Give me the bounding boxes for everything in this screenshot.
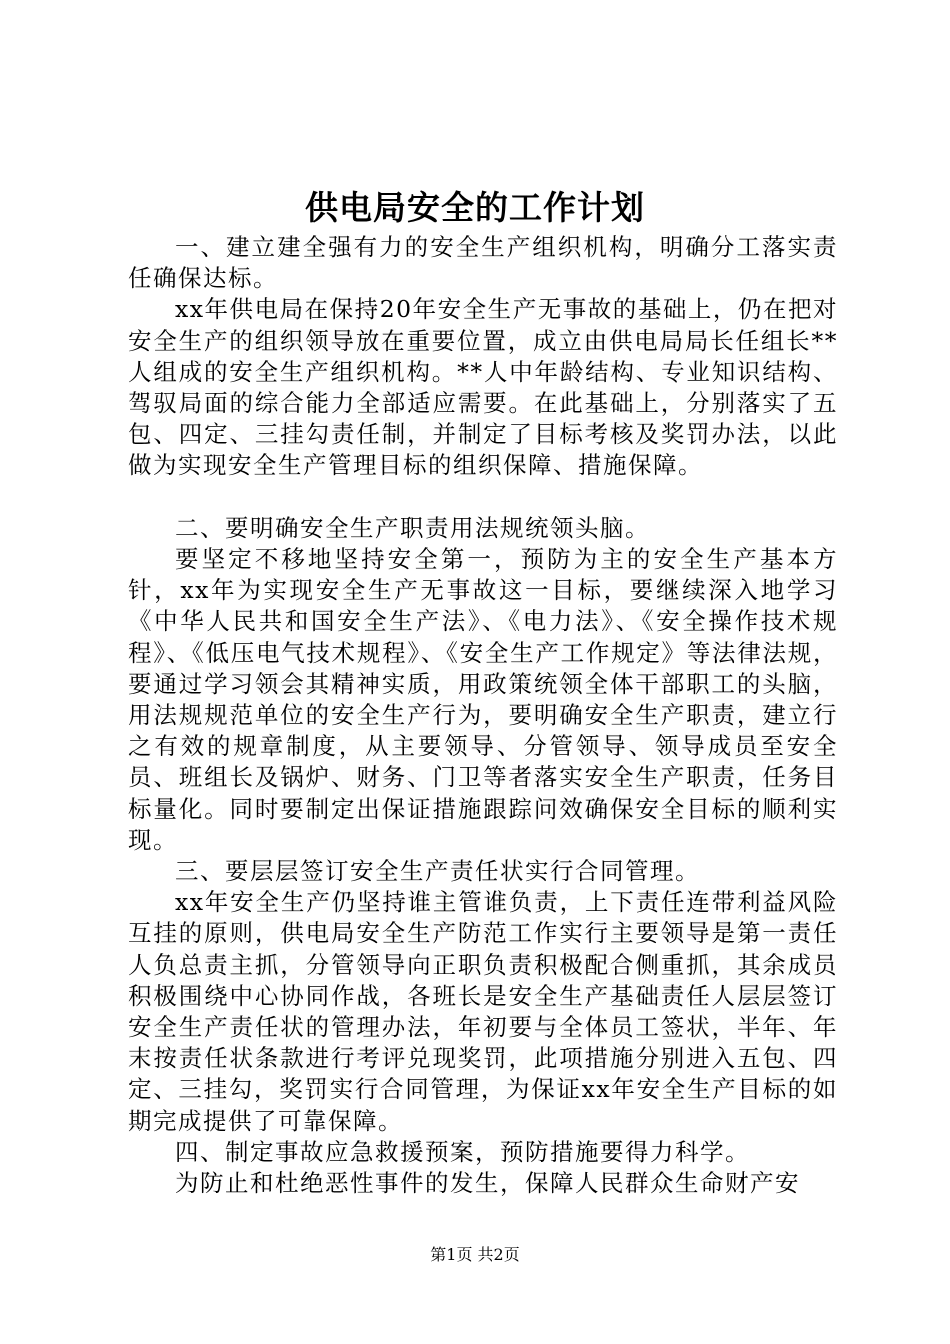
page-footer: 第1页 共2页	[430, 1245, 520, 1264]
document-title: 供电局安全的工作计划	[305, 188, 645, 227]
paragraph-body-3: xx年安全生产仍坚持谁主管谁负责，上下责任连带利益风险互挂的原则，供电局安全生产防范工作实行主要领导是第一责任人负总责主抓，分管领导向正职负责积极配合侧重抓，其余成员积极围绕中心协同作战，各班长是安全生产基础责任人层层签订安全生产责任状的管理办法，年初要与全体员工签状，半年、年末按责任状条款进行考评兑现奖罚，此项措施分别进入五包、四定、三挂勾，奖罚实行合同管理，为保证xx年安全生产目标的如期完成提供了可靠保障。	[128, 888, 838, 1135]
paragraph-heading-1: 一、建立建全强有力的安全生产组织机构，明确分工落实责任确保达标。	[128, 233, 838, 293]
paragraph-heading-2: 二、要明确安全生产职责用法规统领头脑。	[175, 513, 650, 542]
paragraph-heading-4: 四、制定事故应急救援预案，预防措施要得力科学。	[175, 1137, 750, 1166]
paragraph-body-1: xx年供电局在保持20年安全生产无事故的基础上，仍在把对安全生产的组织领导放在重要位置，成立由供电局局长任组长**人组成的安全生产组织机构。**人中年龄结构、专业知识结构、驾驭局面的综合能力全部适应需要。在此基础上，分别落实了五包、四定、三挂勾责任制，并制定了目标考核及奖罚办法，以此做为实现安全生产管理目标的组织保障、措施保障。	[128, 295, 838, 480]
document-body	[128, 232, 838, 1199]
blank-line	[128, 482, 838, 513]
paragraph-body-2: 要坚定不移地坚持安全第一，预防为主的安全生产基本方针，xx年为实现安全生产无事故这一目标，要继续深入地学习《中华人民共和国安全生产法》、《电力法》、《安全操作技术规程》、《低压电气技术规程》、《安全生产工作规定》等法律法规，要通过学习领会其精神实质，用政策统领全体干部职工的头脑，用法规规范单位的安全生产行为，要明确安全生产职责，建立行之有效的规章制度，从主要领导、分管领导、领导成员至安全员、班组长及锅炉、财务、门卫等者落实安全生产职责，任务目标量化。同时要制定出保证措施跟踪问效确保安全目标的顺利实现。	[128, 545, 838, 854]
paragraph-heading-3: 三、要层层签订安全生产责任状实行合同管理。	[175, 857, 700, 886]
paragraph-body-4: 为防止和杜绝恶性事件的发生，保障人民群众生命财产安	[175, 1169, 800, 1198]
